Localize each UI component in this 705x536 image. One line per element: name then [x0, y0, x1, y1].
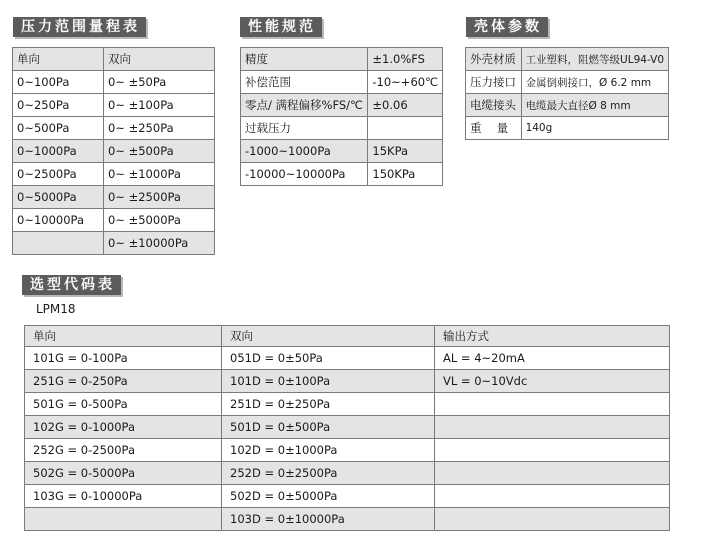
table-row: [241, 94, 443, 117]
table-cell: [25, 508, 222, 531]
shell-table: [465, 47, 669, 140]
table-cell: 0~250Pa: [13, 94, 104, 117]
selection-heading: 选型代码表: [22, 275, 121, 295]
table-cell: 外壳材质: [466, 48, 522, 71]
table-cell: 15KPa: [368, 140, 443, 163]
table-cell: [435, 393, 670, 416]
table-cell: 工业塑料，阻燃等级UL94-V0: [521, 48, 668, 71]
table-cell: 0~500Pa: [13, 117, 104, 140]
table-cell: 251D = 0±250Pa: [222, 393, 435, 416]
table-cell: 精度: [241, 48, 368, 71]
table-cell: 252G = 0-2500Pa: [25, 439, 222, 462]
table-cell: [368, 117, 443, 140]
table-cell: 电缆最大直径Ø 8 mm: [521, 94, 668, 117]
table-cell: 103D = 0±10000Pa: [222, 508, 435, 531]
table-cell: 103G = 0-10000Pa: [25, 485, 222, 508]
table-cell: [435, 485, 670, 508]
table-cell: [435, 462, 670, 485]
perf-heading: 性能规范: [240, 17, 322, 37]
table-cell: 252D = 0±2500Pa: [222, 462, 435, 485]
table-row: [25, 508, 670, 531]
header-cell: 双向: [222, 326, 435, 347]
table-row: [466, 48, 669, 71]
table-cell: 0~1000Pa: [13, 140, 104, 163]
table-cell: 101D = 0±100Pa: [222, 370, 435, 393]
table-cell: 补偿范围: [241, 71, 368, 94]
table-cell: -10~+60℃: [368, 71, 443, 94]
header-cell: 双向: [104, 48, 215, 71]
table-row: [25, 416, 670, 439]
table-cell: 102D = 0±1000Pa: [222, 439, 435, 462]
table-cell: [435, 439, 670, 462]
table-cell: ±0.06: [368, 94, 443, 117]
table-cell: 0~ ±500Pa: [104, 140, 215, 163]
model-label: LPM18: [36, 302, 76, 316]
table-cell: 501G = 0-500Pa: [25, 393, 222, 416]
header-cell: 单向: [13, 48, 104, 71]
table-cell: 150KPa: [368, 163, 443, 186]
table-cell: -10000~10000Pa: [241, 163, 368, 186]
table-row: [13, 140, 215, 163]
table-cell: -1000~1000Pa: [241, 140, 368, 163]
table-cell: AL = 4~20mA: [435, 347, 670, 370]
table-cell: 0~ ±1000Pa: [104, 163, 215, 186]
table-cell: 过载压力: [241, 117, 368, 140]
table-row: [25, 347, 670, 370]
table-cell: 0~ ±250Pa: [104, 117, 215, 140]
table-row: [13, 94, 215, 117]
table-cell: 0~ ±100Pa: [104, 94, 215, 117]
perf-table: [240, 47, 443, 186]
table-row: [241, 163, 443, 186]
table-cell: [435, 508, 670, 531]
selection-table: [24, 325, 670, 531]
table-row: [25, 462, 670, 485]
table-row: [25, 439, 670, 462]
table-cell: 0~2500Pa: [13, 163, 104, 186]
table-row: [13, 232, 215, 255]
table-cell: 压力接口: [466, 71, 522, 94]
table-row: [13, 209, 215, 232]
header-cell: 单向: [25, 326, 222, 347]
table-cell: 051D = 0±50Pa: [222, 347, 435, 370]
table-cell: 0~100Pa: [13, 71, 104, 94]
table-cell: 金属倒刺接口，Ø 6.2 mm: [521, 71, 668, 94]
table-row: [241, 71, 443, 94]
table-cell: 101G = 0-100Pa: [25, 347, 222, 370]
table-cell: ±1.0%FS: [368, 48, 443, 71]
table-cell: 502G = 0-5000Pa: [25, 462, 222, 485]
range-table: [12, 47, 215, 255]
table-row: [13, 117, 215, 140]
table-cell: 0~ ±2500Pa: [104, 186, 215, 209]
table-cell: 0~ ±10000Pa: [104, 232, 215, 255]
range-heading: 压力范围量程表: [13, 17, 146, 37]
table-row: [13, 163, 215, 186]
table-row: [241, 48, 443, 71]
table-header-row: [25, 326, 670, 347]
table-row: [13, 186, 215, 209]
table-row: [13, 71, 215, 94]
table-cell: [13, 232, 104, 255]
shell-heading: 壳体参数: [466, 17, 548, 37]
table-cell: 0~5000Pa: [13, 186, 104, 209]
table-cell: 251G = 0-250Pa: [25, 370, 222, 393]
table-cell: 电缆接头: [466, 94, 522, 117]
table-cell: 0~10000Pa: [13, 209, 104, 232]
table-cell: 102G = 0-1000Pa: [25, 416, 222, 439]
table-cell: 0~ ±50Pa: [104, 71, 215, 94]
table-row: [25, 370, 670, 393]
table-row: [466, 71, 669, 94]
table-row: [241, 117, 443, 140]
table-row: [241, 140, 443, 163]
table-cell: 501D = 0±500Pa: [222, 416, 435, 439]
table-cell: VL = 0~10Vdc: [435, 370, 670, 393]
table-row: [25, 485, 670, 508]
table-row: [466, 117, 669, 140]
table-cell: 502D = 0±5000Pa: [222, 485, 435, 508]
table-row: [466, 94, 669, 117]
table-header-row: [13, 48, 215, 71]
table-cell: [435, 416, 670, 439]
table-cell: 零点/ 满程偏移%FS/℃: [241, 94, 368, 117]
table-cell: 重 量: [466, 117, 522, 140]
table-row: [25, 393, 670, 416]
header-cell: 输出方式: [435, 326, 670, 347]
table-cell: 0~ ±5000Pa: [104, 209, 215, 232]
table-cell: 140g: [521, 117, 668, 140]
